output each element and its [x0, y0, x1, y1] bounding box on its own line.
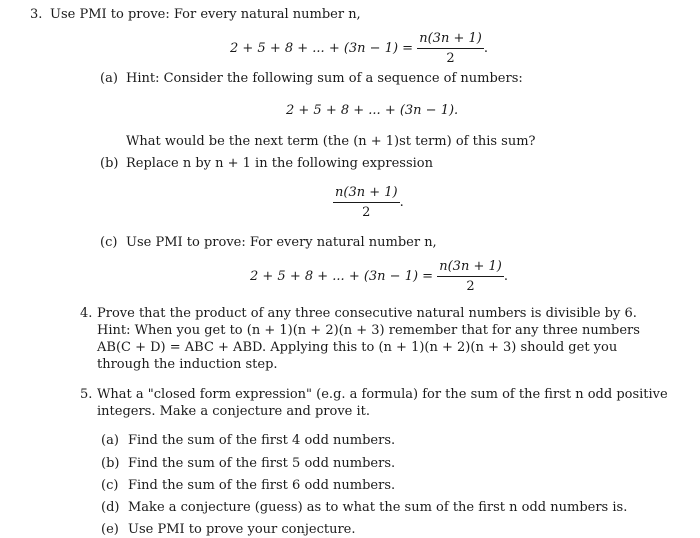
problem-4-line-2: Hint: When you get to (n + 1)(n + 2)(n + 3) remember that for any three numbers [97, 323, 640, 338]
fraction-numerator: n(3n + 1) [417, 30, 484, 49]
part-3a-text: Hint: Consider the following sum of a sequence of numbers: [126, 71, 523, 86]
problem-3-statement: Use PMI to prove: For every natural number n, [50, 7, 361, 22]
formula-lhs: 2 + 5 + 8 + ... + (3n − 1) = [250, 269, 434, 284]
part-5b-label: (b) [101, 456, 120, 471]
part-3a-label: (a) [100, 71, 118, 86]
part-5e-label: (e) [101, 522, 119, 537]
part-3a-sequence: 2 + 5 + 8 + ... + (3n − 1). [286, 103, 459, 118]
formula-fraction [417, 30, 484, 67]
expression-fraction [333, 184, 400, 221]
problem-5-number: 5. [80, 387, 93, 402]
problem-5-line-2: integers. Make a conjecture and prove it. [97, 404, 371, 419]
formula-fraction [437, 258, 504, 295]
part-5a-label: (a) [101, 433, 119, 448]
part-3b-expression: $\frac{n(3n + 1)}{2}$ . [335, 185, 404, 220]
problem-3-number: 3. [30, 7, 43, 22]
problem-3-formula: 2 + 5 + 8 + ... + (3n − 1) = $\frac{n(3n + 1)}{2}$ . [230, 31, 488, 66]
part-5c-label: (c) [101, 478, 119, 493]
formula-lhs: 2 + 5 + 8 + ... + (3n − 1) = [230, 41, 414, 56]
part-3c-formula: 2 + 5 + 8 + ... + (3n − 1) = $\frac{n(3n + 1)}{2}$ . [250, 259, 508, 294]
part-5b-text: Find the sum of the first 5 odd numbers. [128, 456, 396, 471]
problem-4-number: 4. [80, 306, 93, 321]
problem-5-line-1: What a "closed form expression" (e.g. a formula) for the sum of the first n odd positive [97, 387, 668, 402]
fraction-numerator: n(3n + 1) [437, 258, 504, 277]
part-5e-text: Use PMI to prove your conjecture. [128, 522, 356, 537]
fraction-denominator: 2 [362, 205, 371, 220]
fraction-denominator: 2 [466, 279, 475, 294]
part-5d-label: (d) [101, 500, 120, 515]
part-3c-text: Use PMI to prove: For every natural number n, [126, 235, 437, 250]
problem-4-line-1: Prove that the product of any three consecutive natural numbers is divisible by 6. [97, 306, 637, 321]
part-3b-label: (b) [100, 156, 119, 171]
problem-4-line-3: AB(C + D) = ABC + ABD. Applying this to (n + 1)(n + 2)(n + 3) should get you [97, 340, 618, 355]
part-3c-label: (c) [100, 235, 118, 250]
fraction-denominator: 2 [446, 51, 455, 66]
fraction-numerator: n(3n + 1) [333, 184, 400, 203]
part-3a-question: What would be the next term (the (n + 1)st term) of this sum? [126, 134, 536, 149]
part-5d-text: Make a conjecture (guess) as to what the sum of the first n odd numbers is. [128, 500, 628, 515]
part-5a-text: Find the sum of the first 4 odd numbers. [128, 433, 396, 448]
problem-4-line-4: through the induction step. [97, 357, 278, 372]
part-3b-text: Replace n by n + 1 in the following expression [126, 156, 433, 171]
part-5c-text: Find the sum of the first 6 odd numbers. [128, 478, 396, 493]
